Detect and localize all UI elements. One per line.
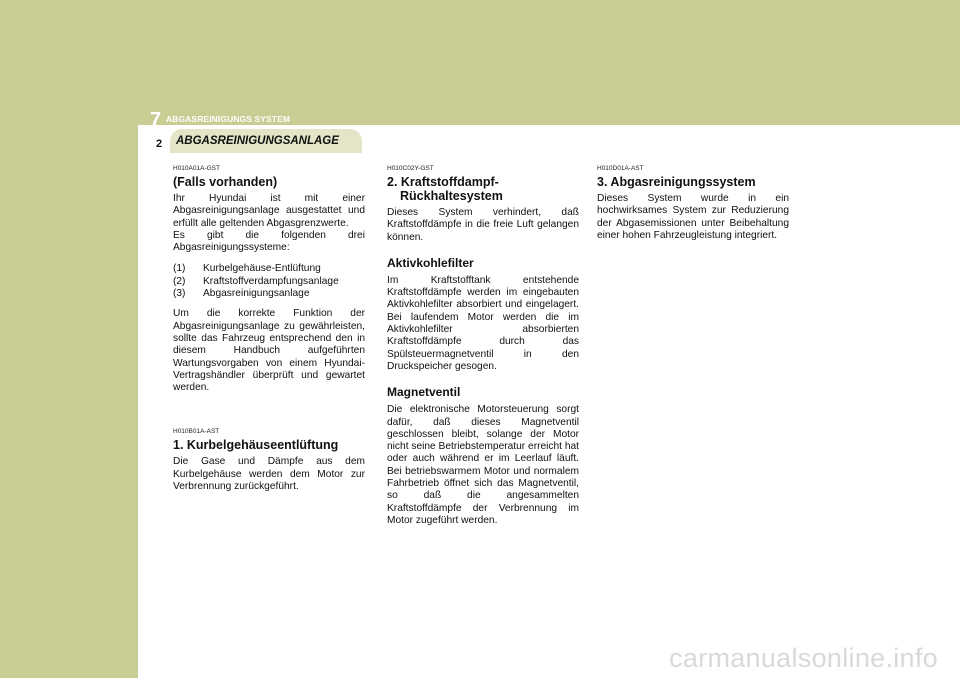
column-1 — [173, 165, 365, 493]
list-number: (3) — [173, 288, 186, 300]
paragraph: Ihr Hyundai ist mit einer Abgasreinigungsanlage ausgestattet und erfüllt alle geltenden Abgasgrenzwerte. — [173, 193, 365, 229]
subheading: Aktivkohlefilter — [387, 255, 474, 270]
paragraph: Die Gase und Dämpfe aus dem Kurbelgehäuse werden dem Motor zur Verbrennung zurückgeführt. — [173, 456, 365, 493]
subheading: Magnetventil — [387, 385, 461, 400]
chapter-title: ABGASREINIGUNGS SYSTEM — [166, 114, 291, 124]
list-text: Abgasreinigungsanlage — [203, 288, 310, 300]
section-code: H010B01A-AST — [173, 428, 220, 436]
chapter-number: 7 — [150, 109, 162, 131]
page-number: 2 — [140, 134, 176, 154]
section-code: H010D01A-AST — [597, 165, 644, 172]
list-number: (1) — [173, 263, 186, 275]
paragraph: Es gibt die folgenden drei Abgasreinigungssysteme: — [173, 229, 365, 254]
list-item — [173, 263, 365, 275]
paragraph: Dieses System wurde in ein hochwirksames System zur Reduzierung der Abgasemissionen unter Beibehaltung einer hohen Fahrzeugleistung integriert. — [597, 193, 789, 241]
section-title: ABGASREINIGUNGSANLAGE — [176, 135, 339, 147]
column-3 — [597, 165, 789, 242]
header-band — [0, 0, 960, 125]
paragraph: Die elektronische Motorsteuerung sorgt dafür, daß dieses Magnetventil geschlossen bleibt, solange der Motor nicht seine Betriebstemperatur erreicht hat oder auch während er im Leerlauf läuft. Bei betriebswarmem Motor und normalem Fahrbetrieb öffnet sich das Magnetventil, so daß die angesammelten Kraftstoffdämpfe der Verbrennung im Motor zugeführt werden. — [387, 404, 579, 526]
list-item — [173, 288, 365, 300]
column-2 — [387, 165, 579, 527]
section-heading: 1. Kurbelgehäuseentlüftung — [173, 438, 339, 453]
section-code: H010A01A-GST — [173, 165, 220, 172]
section-heading: (Falls vorhanden) — [173, 175, 278, 189]
section-code: H010C02Y-GST — [387, 165, 434, 172]
list-text: Kraftstoffverdampfungsanlage — [203, 275, 339, 287]
list-text: Kurbelgehäuse-Entlüftung — [203, 263, 321, 275]
list-item — [173, 276, 365, 288]
section-tab — [170, 129, 362, 153]
watermark: carmanualsonline.info — [669, 643, 938, 673]
paragraph: Dieses System verhindert, daß Kraftstoffdämpfe in die freie Luft gelangen können. — [387, 207, 579, 243]
left-margin-band — [0, 0, 138, 678]
paragraph: Um die korrekte Funktion der Abgasreinigungsanlage zu gewährleisten, sollte das Fahrzeug entsprechend den in diesem Handbuch aufgeführten Wartungsvorgaben von einem Hyundai-Vertragshändler überprüft und gewartet werden. — [173, 308, 365, 394]
systems-list — [173, 263, 365, 300]
paragraph: Im Kraftstofftank entstehende Kraftstoffdämpfe werden im eingebauten Aktivkohlefilter absorbiert und eingelagert. Bei laufendem Motor werden die im Aktivkohlefilter absorbierten Kraftstoffdämpfe durch das Spülsteuermagnetventil in den Druckspeicher gesogen. — [387, 274, 579, 372]
section-heading: 3. Abgasreinigungssystem — [597, 175, 756, 189]
list-number: (2) — [173, 275, 186, 287]
spacer — [173, 394, 365, 428]
section-heading: 2. Kraftstoffdampf-Rückhaltesystem — [387, 175, 503, 203]
